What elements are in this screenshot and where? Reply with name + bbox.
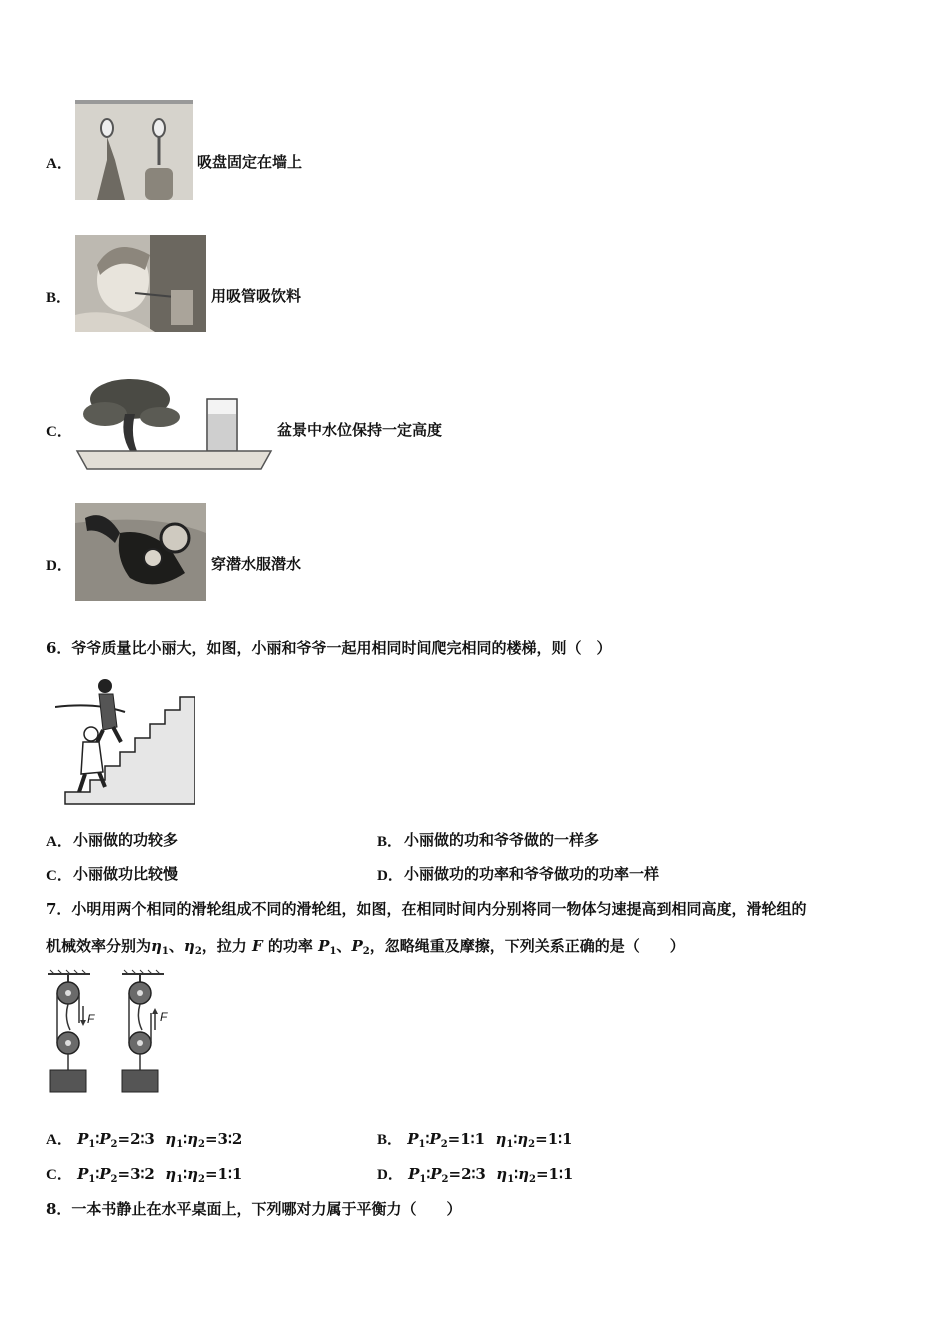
option-label: C．	[46, 424, 72, 440]
suction-cup-photo	[75, 100, 193, 200]
q6-stem: 6．爷爷质量比小丽大，如图，小丽和爷爷一起用相同时间爬完相同的楼梯，则（ ）	[46, 639, 612, 657]
force-label-right: F	[160, 1010, 168, 1024]
q7-stem-line2: 机械效率分别为$\eta_1$、$\eta_2$，拉力 F 的功率 $P_1$、$P_2$，忽略绳重及摩擦，下列关系正确的是（ ）	[46, 937, 685, 957]
q7-option-c: C． $P_1∶P_2=3∶2$ $\eta_1∶\eta_2=1∶1$	[46, 1165, 243, 1185]
option-label: A．	[46, 834, 72, 850]
option-text: 小丽做功比较慢	[73, 865, 179, 883]
q7-stem-line1: 7．小明用两个相同的滑轮组成不同的滑轮组，如图，在相同时间内分别将同一物体匀速提高到相同高度，滑轮组的	[46, 900, 807, 918]
option-label: D．	[377, 868, 403, 884]
option-text: 小丽做功的功率和爷爷做功的功率一样	[404, 865, 660, 883]
option-label: B．	[46, 290, 72, 306]
q8-stem: 8．一本书静止在水平桌面上，下列哪对力属于平衡力（ ）	[46, 1200, 462, 1218]
option-label: D．	[46, 558, 72, 574]
option-label: C．	[46, 868, 72, 884]
drinking-straw-photo	[75, 235, 206, 332]
option-text: 小丽做的功和爷爷做的一样多	[404, 831, 600, 849]
option-text: 穿潜水服潜水	[211, 555, 302, 573]
stairs-climbing-figure	[55, 672, 195, 807]
diving-suit-photo	[75, 503, 206, 601]
pulley-system-figure	[40, 968, 180, 1098]
option-label: B．	[377, 834, 403, 850]
q7-option-d: D． $P_1∶P_2=2∶3$ $\eta_1∶\eta_2=1∶1$	[377, 1165, 574, 1185]
bonsai-water-photo	[75, 369, 273, 474]
option-text: 吸盘固定在墙上	[197, 153, 303, 171]
q7-option-a: A． $P_1∶P_2=2∶3$ $\eta_1∶\eta_2=3∶2$	[46, 1130, 243, 1150]
option-text: 盆景中水位保持一定高度	[277, 421, 443, 439]
force-label-left: F	[87, 1012, 95, 1026]
option-text: 小丽做的功较多	[73, 831, 179, 849]
option-label: A．	[46, 156, 72, 172]
option-text: 用吸管吸饮料	[211, 287, 302, 305]
q7-option-b: B． $P_1∶P_2=1∶1$ $\eta_1∶\eta_2=1∶1$	[377, 1130, 573, 1150]
